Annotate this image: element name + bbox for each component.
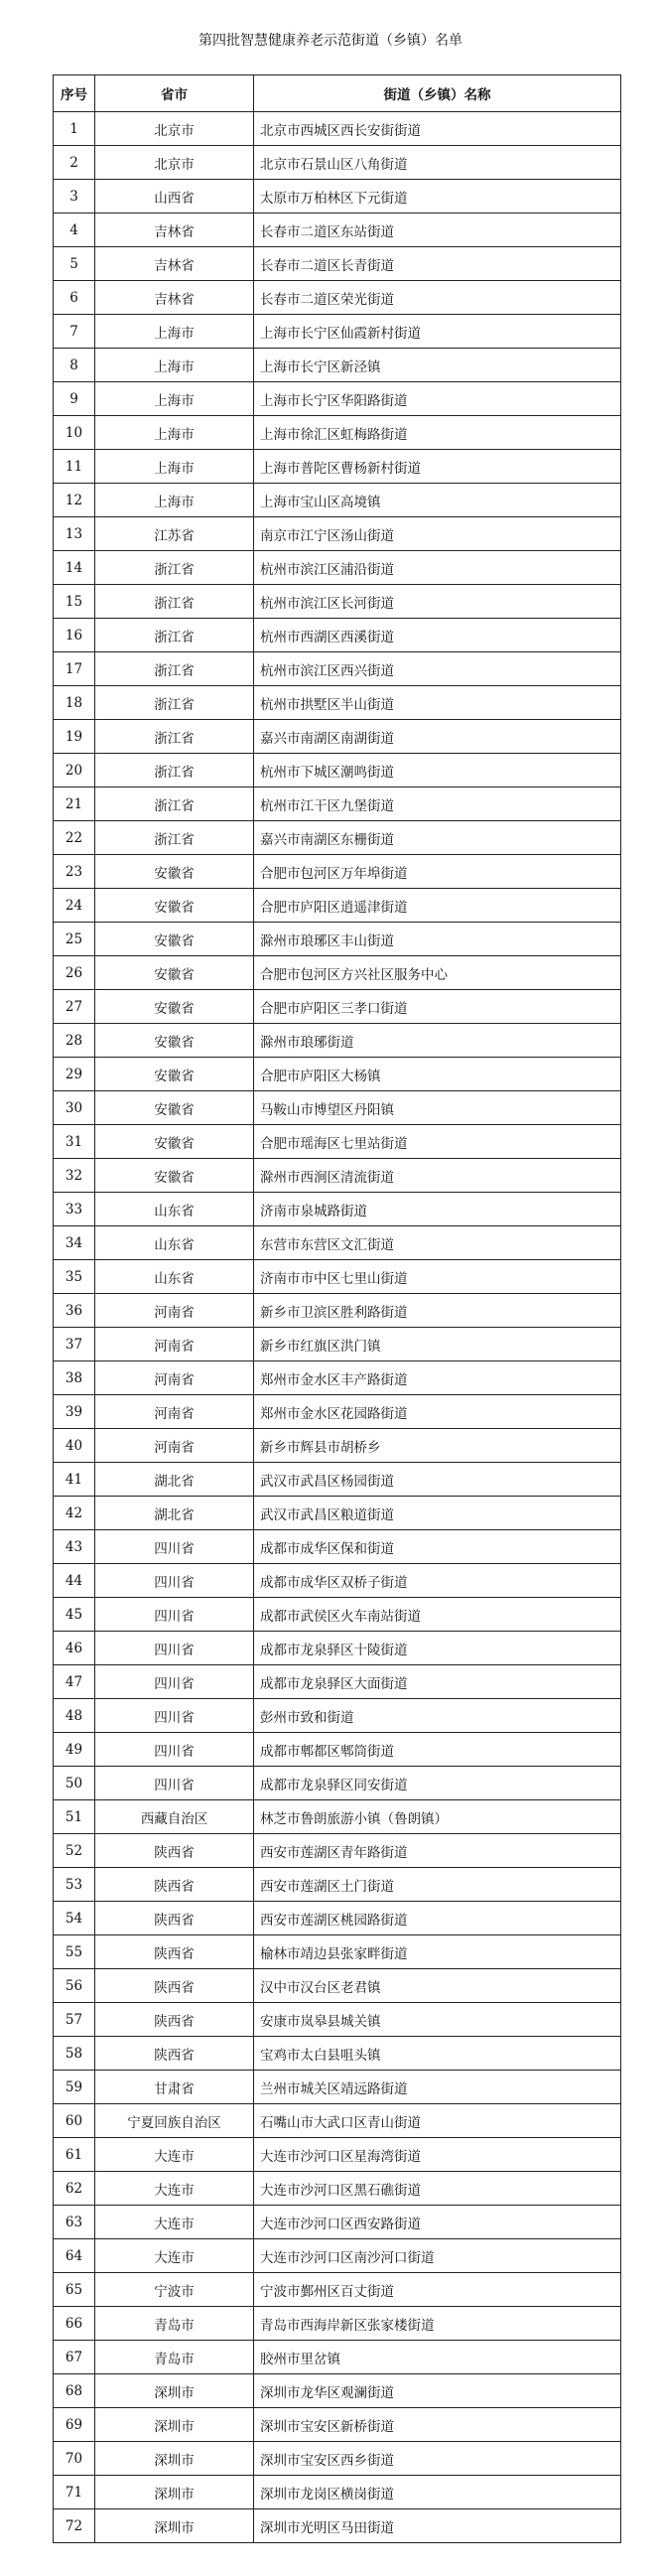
table-row	[54, 1294, 621, 1328]
table-row	[54, 112, 621, 146]
row-province: 上海市	[95, 484, 254, 517]
table-row	[54, 1800, 621, 1834]
row-province: 湖北省	[95, 1497, 254, 1530]
row-province: 山东省	[95, 1260, 254, 1294]
row-street-name: 武汉市武昌区粮道街道	[254, 1497, 621, 1530]
table-row	[54, 517, 621, 551]
table-row	[54, 1868, 621, 1902]
row-province: 河南省	[95, 1361, 254, 1395]
row-street-name: 石嘴山市大武口区青山街道	[254, 2104, 621, 2138]
row-street-name: 北京市西城区西长安街街道	[254, 112, 621, 146]
row-street-name: 杭州市下城区潮鸣街道	[254, 754, 621, 787]
row-street-name: 杭州市滨江区浦沿街道	[254, 551, 621, 585]
row-street-name: 成都市郫都区郫筒街道	[254, 1733, 621, 1767]
row-street-name: 大连市沙河口区南沙河口街道	[254, 2239, 621, 2273]
row-number: 37	[54, 1328, 95, 1361]
row-number: 16	[54, 619, 95, 652]
row-province: 河南省	[95, 1328, 254, 1361]
row-street-name: 宝鸡市太白县咀头镇	[254, 2037, 621, 2071]
table-row	[54, 1260, 621, 1294]
row-number: 38	[54, 1361, 95, 1395]
row-province: 四川省	[95, 1665, 254, 1699]
row-street-name: 林芝市鲁朗旅游小镇（鲁朗镇）	[254, 1800, 621, 1834]
header-number: 序号	[54, 75, 95, 112]
row-province: 陕西省	[95, 1834, 254, 1868]
row-province: 山西省	[95, 180, 254, 214]
table-row	[54, 1530, 621, 1564]
row-street-name: 深圳市龙岗区横岗街道	[254, 2476, 621, 2509]
row-street-name: 汉中市汉台区老君镇	[254, 1969, 621, 2003]
row-number: 25	[54, 923, 95, 956]
row-province: 上海市	[95, 382, 254, 416]
row-street-name: 郑州市金水区丰产路街道	[254, 1361, 621, 1395]
row-street-name: 杭州市西湖区西溪街道	[254, 619, 621, 652]
row-number: 59	[54, 2071, 95, 2104]
row-street-name: 成都市龙泉驿区大面街道	[254, 1665, 621, 1699]
table-row	[54, 1564, 621, 1598]
row-street-name: 上海市长宁区仙霞新村街道	[254, 315, 621, 349]
row-province: 青岛市	[95, 2341, 254, 2374]
row-street-name: 成都市龙泉驿区同安街道	[254, 1767, 621, 1800]
table-row	[54, 1024, 621, 1058]
table-row	[54, 1463, 621, 1497]
row-street-name: 上海市长宁区新泾镇	[254, 349, 621, 382]
table-row	[54, 1125, 621, 1159]
table-row	[54, 1834, 621, 1868]
row-street-name: 兰州市城关区靖远路街道	[254, 2071, 621, 2104]
table-row	[54, 585, 621, 619]
row-street-name: 西安市莲湖区土门街道	[254, 1868, 621, 1902]
row-number: 43	[54, 1530, 95, 1564]
table-row	[54, 990, 621, 1024]
table-row	[54, 652, 621, 686]
table-row	[54, 754, 621, 787]
row-street-name: 马鞍山市博望区丹阳镇	[254, 1091, 621, 1125]
row-province: 西藏自治区	[95, 1800, 254, 1834]
row-street-name: 上海市宝山区高境镇	[254, 484, 621, 517]
row-number: 49	[54, 1733, 95, 1767]
table-header-row	[54, 75, 621, 112]
row-street-name: 深圳市宝安区新桥街道	[254, 2408, 621, 2442]
table-row	[54, 315, 621, 349]
row-province: 宁波市	[95, 2273, 254, 2307]
table-row	[54, 686, 621, 720]
table-row	[54, 247, 621, 281]
row-number: 42	[54, 1497, 95, 1530]
row-street-name: 新乡市红旗区洪门镇	[254, 1328, 621, 1361]
row-province: 陕西省	[95, 2003, 254, 2037]
table-row	[54, 2408, 621, 2442]
row-province: 安徽省	[95, 1125, 254, 1159]
row-province: 河南省	[95, 1294, 254, 1328]
row-number: 35	[54, 1260, 95, 1294]
row-number: 66	[54, 2307, 95, 2341]
row-street-name: 嘉兴市南湖区东栅街道	[254, 821, 621, 855]
row-province: 浙江省	[95, 686, 254, 720]
row-number: 71	[54, 2476, 95, 2509]
table-row	[54, 1733, 621, 1767]
row-province: 深圳市	[95, 2509, 254, 2543]
row-street-name: 新乡市卫滨区胜利路街道	[254, 1294, 621, 1328]
row-province: 大连市	[95, 2239, 254, 2273]
row-street-name: 长春市二道区长青街道	[254, 247, 621, 281]
row-number: 19	[54, 720, 95, 754]
row-province: 大连市	[95, 2206, 254, 2239]
row-street-name: 青岛市西海岸新区张家楼街道	[254, 2307, 621, 2341]
table-row	[54, 281, 621, 315]
row-number: 45	[54, 1598, 95, 1632]
row-number: 64	[54, 2239, 95, 2273]
table-row	[54, 2172, 621, 2206]
table-row	[54, 889, 621, 923]
row-street-name: 大连市沙河口区黑石礁街道	[254, 2172, 621, 2206]
row-street-name: 杭州市拱墅区半山街道	[254, 686, 621, 720]
table-row	[54, 1497, 621, 1530]
row-number: 5	[54, 247, 95, 281]
table-row	[54, 821, 621, 855]
row-province: 陕西省	[95, 1868, 254, 1902]
row-number: 22	[54, 821, 95, 855]
row-number: 12	[54, 484, 95, 517]
row-province: 上海市	[95, 315, 254, 349]
row-number: 54	[54, 1902, 95, 1935]
row-number: 2	[54, 146, 95, 180]
row-number: 14	[54, 551, 95, 585]
row-number: 36	[54, 1294, 95, 1328]
table-row	[54, 2476, 621, 2509]
row-street-name: 深圳市宝安区西乡街道	[254, 2442, 621, 2476]
row-number: 29	[54, 1058, 95, 1091]
row-number: 34	[54, 1226, 95, 1260]
row-province: 浙江省	[95, 720, 254, 754]
table-row	[54, 720, 621, 754]
row-number: 63	[54, 2206, 95, 2239]
row-number: 53	[54, 1868, 95, 1902]
table-row	[54, 1058, 621, 1091]
table-row	[54, 2071, 621, 2104]
row-province: 河南省	[95, 1395, 254, 1429]
row-number: 26	[54, 956, 95, 990]
row-street-name: 榆林市靖边县张家畔街道	[254, 1935, 621, 1969]
row-street-name: 北京市石景山区八角街道	[254, 146, 621, 180]
header-street-name: 街道（乡镇）名称	[254, 75, 621, 112]
row-number: 46	[54, 1632, 95, 1665]
row-number: 1	[54, 112, 95, 146]
row-street-name: 成都市龙泉驿区十陵街道	[254, 1632, 621, 1665]
row-street-name: 杭州市滨江区长河街道	[254, 585, 621, 619]
row-number: 28	[54, 1024, 95, 1058]
row-street-name: 合肥市庐阳区三孝口街道	[254, 990, 621, 1024]
row-number: 50	[54, 1767, 95, 1800]
row-street-name: 济南市泉城路街道	[254, 1193, 621, 1226]
row-province: 陕西省	[95, 1902, 254, 1935]
row-province: 山东省	[95, 1226, 254, 1260]
row-street-name: 东营市东营区文汇街道	[254, 1226, 621, 1260]
row-street-name: 西安市莲湖区青年路街道	[254, 1834, 621, 1868]
row-province: 安徽省	[95, 1058, 254, 1091]
row-number: 55	[54, 1935, 95, 1969]
row-number: 27	[54, 990, 95, 1024]
row-province: 河南省	[95, 1429, 254, 1463]
row-street-name: 大连市沙河口区星海湾街道	[254, 2138, 621, 2172]
row-street-name: 合肥市瑶海区七里站街道	[254, 1125, 621, 1159]
row-province: 上海市	[95, 416, 254, 450]
row-number: 44	[54, 1564, 95, 1598]
row-number: 15	[54, 585, 95, 619]
row-street-name: 深圳市光明区马田街道	[254, 2509, 621, 2543]
row-street-name: 西安市莲湖区桃园路街道	[254, 1902, 621, 1935]
row-number: 10	[54, 416, 95, 450]
row-street-name: 上海市徐汇区虹梅路街道	[254, 416, 621, 450]
row-number: 31	[54, 1125, 95, 1159]
row-province: 北京市	[95, 146, 254, 180]
row-province: 四川省	[95, 1530, 254, 1564]
row-number: 57	[54, 2003, 95, 2037]
row-number: 21	[54, 787, 95, 821]
table-row	[54, 2138, 621, 2172]
row-province: 四川省	[95, 1733, 254, 1767]
row-province: 安徽省	[95, 923, 254, 956]
table-row	[54, 1226, 621, 1260]
row-number: 6	[54, 281, 95, 315]
row-number: 48	[54, 1699, 95, 1733]
row-street-name: 长春市二道区荣光街道	[254, 281, 621, 315]
table-row	[54, 2307, 621, 2341]
row-number: 41	[54, 1463, 95, 1497]
row-province: 吉林省	[95, 281, 254, 315]
row-street-name: 杭州市江干区九堡街道	[254, 787, 621, 821]
document-title: 第四批智慧健康养老示范街道（乡镇）名单	[198, 33, 463, 49]
row-province: 安徽省	[95, 956, 254, 990]
row-number: 68	[54, 2374, 95, 2408]
row-street-name: 济南市市中区七里山街道	[254, 1260, 621, 1294]
row-street-name: 胶州市里岔镇	[254, 2341, 621, 2374]
table-row	[54, 1328, 621, 1361]
row-province: 宁夏回族自治区	[95, 2104, 254, 2138]
row-number: 47	[54, 1665, 95, 1699]
table-row	[54, 787, 621, 821]
row-number: 65	[54, 2273, 95, 2307]
row-street-name: 杭州市滨江区西兴街道	[254, 652, 621, 686]
row-province: 大连市	[95, 2172, 254, 2206]
row-number: 33	[54, 1193, 95, 1226]
row-province: 四川省	[95, 1598, 254, 1632]
table-row	[54, 2003, 621, 2037]
row-province: 安徽省	[95, 990, 254, 1024]
table-row	[54, 1902, 621, 1935]
row-province: 吉林省	[95, 214, 254, 247]
row-street-name: 新乡市辉县市胡桥乡	[254, 1429, 621, 1463]
row-street-name: 安康市岚皋县城关镇	[254, 2003, 621, 2037]
row-province: 安徽省	[95, 1091, 254, 1125]
row-province: 深圳市	[95, 2374, 254, 2408]
row-number: 62	[54, 2172, 95, 2206]
row-province: 浙江省	[95, 585, 254, 619]
row-province: 北京市	[95, 112, 254, 146]
row-street-name: 大连市沙河口区西安路街道	[254, 2206, 621, 2239]
row-street-name: 合肥市庐阳区逍遥津街道	[254, 889, 621, 923]
table-row	[54, 1969, 621, 2003]
table-row	[54, 146, 621, 180]
table-row	[54, 214, 621, 247]
row-province: 江苏省	[95, 517, 254, 551]
row-number: 32	[54, 1159, 95, 1193]
row-province: 深圳市	[95, 2408, 254, 2442]
row-street-name: 成都市武侯区火车南站街道	[254, 1598, 621, 1632]
row-province: 浙江省	[95, 787, 254, 821]
row-province: 陕西省	[95, 2037, 254, 2071]
row-street-name: 成都市成华区双桥子街道	[254, 1564, 621, 1598]
row-street-name: 滁州市琅琊街道	[254, 1024, 621, 1058]
table-row	[54, 2037, 621, 2071]
row-number: 30	[54, 1091, 95, 1125]
row-province: 陕西省	[95, 1935, 254, 1969]
table-row	[54, 2239, 621, 2273]
row-province: 大连市	[95, 2138, 254, 2172]
row-number: 20	[54, 754, 95, 787]
table-row	[54, 2206, 621, 2239]
table-row	[54, 855, 621, 889]
row-street-name: 嘉兴市南湖区南湖街道	[254, 720, 621, 754]
row-street-name: 彭州市致和街道	[254, 1699, 621, 1733]
row-province: 安徽省	[95, 855, 254, 889]
row-number: 13	[54, 517, 95, 551]
row-street-name: 长春市二道区东站街道	[254, 214, 621, 247]
table-row	[54, 2341, 621, 2374]
row-number: 39	[54, 1395, 95, 1429]
row-province: 上海市	[95, 450, 254, 484]
table-row	[54, 2509, 621, 2543]
row-number: 18	[54, 686, 95, 720]
row-province: 安徽省	[95, 889, 254, 923]
row-number: 52	[54, 1834, 95, 1868]
table-row	[54, 180, 621, 214]
row-province: 四川省	[95, 1564, 254, 1598]
row-street-name: 上海市普陀区曹杨新村街道	[254, 450, 621, 484]
row-number: 11	[54, 450, 95, 484]
table-row	[54, 1665, 621, 1699]
row-number: 23	[54, 855, 95, 889]
row-number: 72	[54, 2509, 95, 2543]
row-number: 17	[54, 652, 95, 686]
row-street-name: 上海市长宁区华阳路街道	[254, 382, 621, 416]
row-number: 69	[54, 2408, 95, 2442]
row-number: 70	[54, 2442, 95, 2476]
row-street-name: 合肥市包河区方兴社区服务中心	[254, 956, 621, 990]
row-province: 青岛市	[95, 2307, 254, 2341]
row-street-name: 郑州市金水区花园路街道	[254, 1395, 621, 1429]
table-row	[54, 416, 621, 450]
row-number: 40	[54, 1429, 95, 1463]
row-province: 浙江省	[95, 754, 254, 787]
header-province: 省市	[95, 75, 254, 112]
row-province: 安徽省	[95, 1159, 254, 1193]
table-row	[54, 382, 621, 416]
row-province: 浙江省	[95, 619, 254, 652]
row-province: 安徽省	[95, 1024, 254, 1058]
table-row	[54, 1193, 621, 1226]
table-row	[54, 2104, 621, 2138]
row-number: 51	[54, 1800, 95, 1834]
table-row	[54, 2374, 621, 2408]
row-number: 58	[54, 2037, 95, 2071]
row-number: 61	[54, 2138, 95, 2172]
row-province: 浙江省	[95, 652, 254, 686]
table-row	[54, 923, 621, 956]
table-body	[54, 112, 621, 2543]
table-row	[54, 450, 621, 484]
row-street-name: 滁州市西涧区清流街道	[254, 1159, 621, 1193]
row-street-name: 成都市成华区保和街道	[254, 1530, 621, 1564]
row-province: 上海市	[95, 349, 254, 382]
row-number: 7	[54, 315, 95, 349]
row-street-name: 南京市江宁区汤山街道	[254, 517, 621, 551]
table-row	[54, 1361, 621, 1395]
row-province: 山东省	[95, 1193, 254, 1226]
row-street-name: 合肥市包河区万年埠街道	[254, 855, 621, 889]
row-province: 湖北省	[95, 1463, 254, 1497]
row-street-name: 武汉市武昌区杨园街道	[254, 1463, 621, 1497]
row-province: 深圳市	[95, 2476, 254, 2509]
table-row	[54, 1429, 621, 1463]
table-row	[54, 1598, 621, 1632]
table-row	[54, 1091, 621, 1125]
table-row	[54, 1699, 621, 1733]
row-number: 4	[54, 214, 95, 247]
table-row	[54, 1159, 621, 1193]
row-province: 浙江省	[95, 551, 254, 585]
row-province: 深圳市	[95, 2442, 254, 2476]
table-row	[54, 349, 621, 382]
table-row	[54, 1632, 621, 1665]
table-row	[54, 2273, 621, 2307]
row-province: 四川省	[95, 1632, 254, 1665]
row-number: 60	[54, 2104, 95, 2138]
row-province: 四川省	[95, 1699, 254, 1733]
table-row	[54, 1935, 621, 1969]
row-province: 甘肃省	[95, 2071, 254, 2104]
demonstration-streets-table	[53, 74, 621, 2543]
row-province: 陕西省	[95, 1969, 254, 2003]
table-row	[54, 956, 621, 990]
row-province: 浙江省	[95, 821, 254, 855]
table-row	[54, 484, 621, 517]
table-row	[54, 2442, 621, 2476]
row-street-name: 滁州市琅琊区丰山街道	[254, 923, 621, 956]
table-row	[54, 1767, 621, 1800]
row-number: 8	[54, 349, 95, 382]
row-street-name: 宁波市鄞州区百丈街道	[254, 2273, 621, 2307]
row-province: 四川省	[95, 1767, 254, 1800]
row-street-name: 合肥市庐阳区大杨镇	[254, 1058, 621, 1091]
row-number: 24	[54, 889, 95, 923]
table-row	[54, 619, 621, 652]
row-number: 56	[54, 1969, 95, 2003]
table-row	[54, 551, 621, 585]
row-number: 3	[54, 180, 95, 214]
row-number: 9	[54, 382, 95, 416]
row-street-name: 太原市万柏林区下元街道	[254, 180, 621, 214]
row-street-name: 深圳市龙华区观澜街道	[254, 2374, 621, 2408]
table-row	[54, 1395, 621, 1429]
row-number: 67	[54, 2341, 95, 2374]
row-province: 吉林省	[95, 247, 254, 281]
